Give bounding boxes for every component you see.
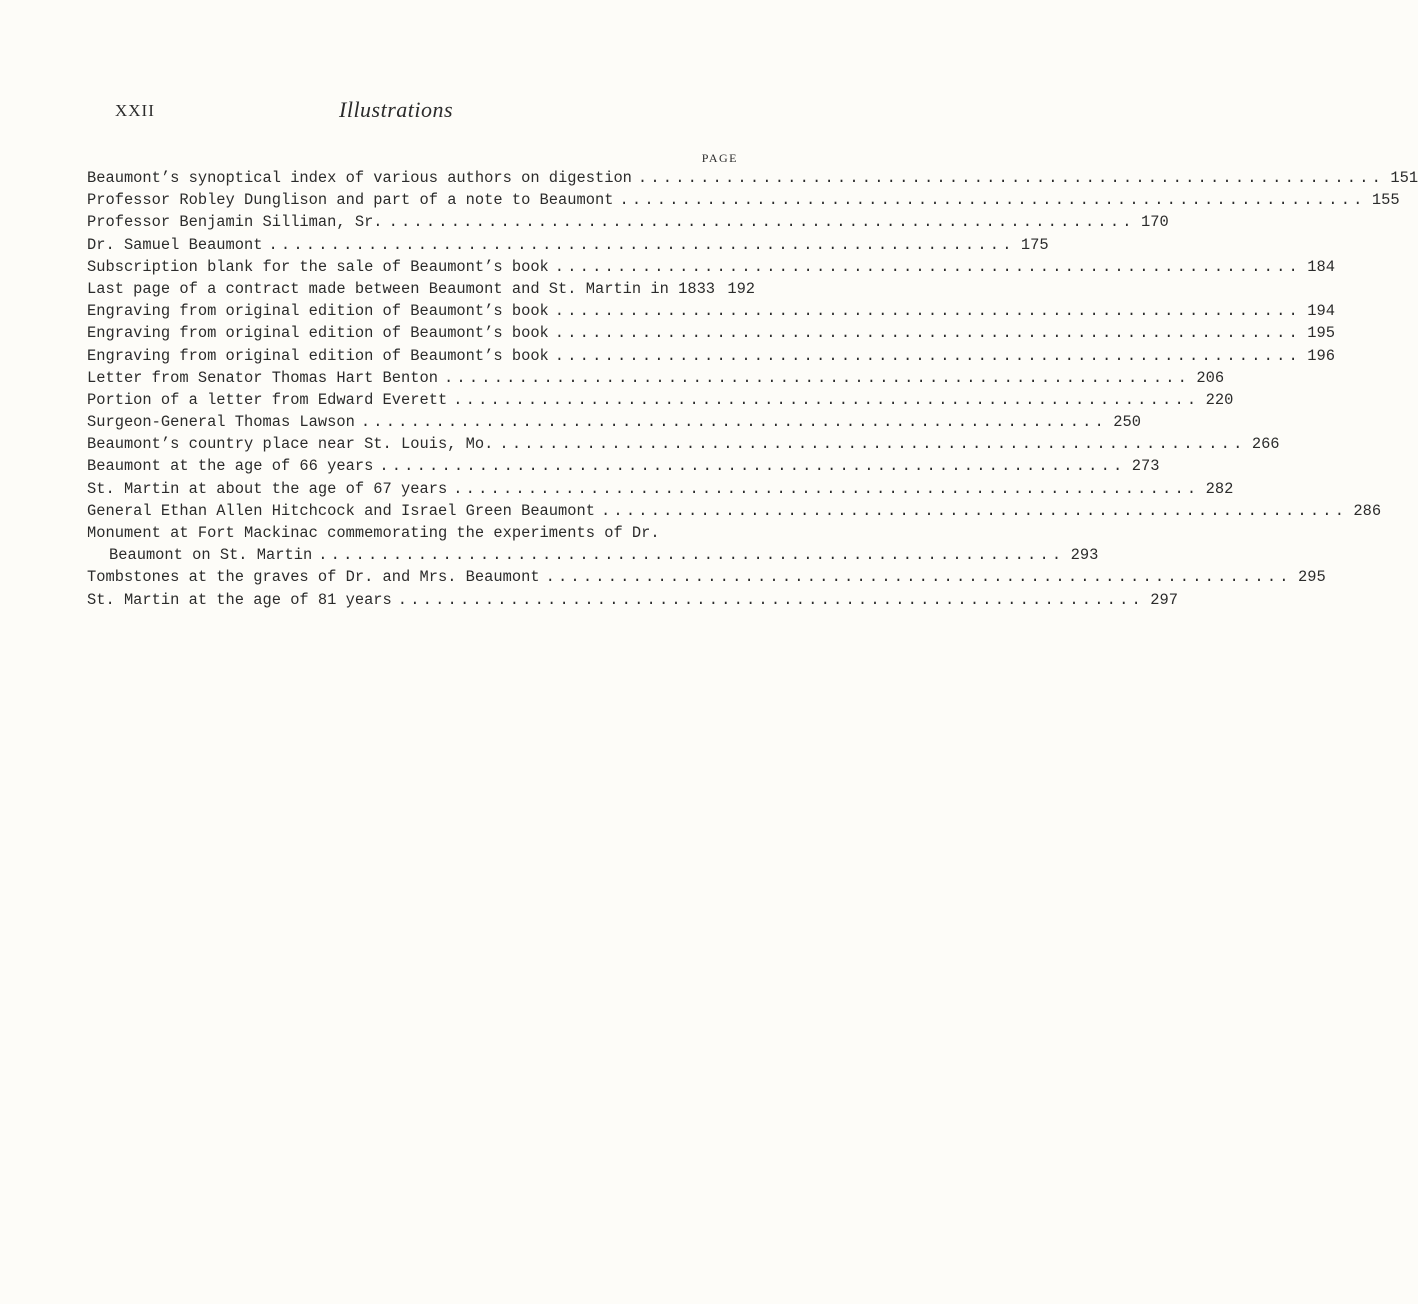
entry-title: Engraving from original edition of Beaumont’s book <box>87 302 549 321</box>
entry-title: Dr. Samuel Beaumont <box>87 235 263 254</box>
entry-page: 273 <box>1131 457 1160 476</box>
dot-leader: ............................................................ <box>318 546 1065 565</box>
list-item <box>87 211 1169 233</box>
entry-page: 170 <box>1141 213 1169 232</box>
entry-title: Surgeon-General Thomas Lawson <box>87 413 355 432</box>
dot-leader: ............................................................ <box>600 501 1348 520</box>
entry-title: Beaumont’s country place near St. Louis, Mo. <box>87 435 494 454</box>
entry-page: 184 <box>1307 257 1335 276</box>
entry-title: Beaumont’s synoptical index of various authors on digestion <box>87 169 632 187</box>
entry-page: 192 <box>727 279 756 298</box>
list-item <box>87 300 1335 322</box>
entry-page: 293 <box>1070 546 1099 565</box>
entry-page: 155 <box>1371 191 1400 210</box>
dot-leader: ............................................................ <box>554 302 1301 321</box>
list-item <box>87 367 1225 389</box>
entry-page: 297 <box>1150 590 1178 609</box>
illustrations-list <box>87 167 1418 611</box>
dot-leader: ............................................................ <box>379 457 1126 476</box>
entry-title: Engraving from original edition of Beaumont’s book <box>87 324 549 343</box>
list-item <box>87 589 1178 611</box>
list-item <box>87 345 1335 367</box>
dot-leader: ............................................................ <box>545 568 1292 587</box>
entry-page: 250 <box>1113 413 1141 432</box>
list-item <box>87 256 1335 278</box>
entry-title: Last page of a contract made between Beaumont and St. Martin in 1833 <box>87 279 716 298</box>
dot-leader: ............................................................ <box>499 435 1246 454</box>
entry-title: Letter from Senator Thomas Hart Benton <box>87 368 438 387</box>
entry-title: Subscription blank for the sale of Beaumont’s book <box>87 257 549 276</box>
list-item <box>87 389 1234 411</box>
entry-title: General Ethan Allen Hitchcock and Israel Green Beaumont <box>87 501 595 520</box>
list-item <box>87 278 756 300</box>
entry-page: 220 <box>1205 390 1234 409</box>
dot-leader: ............................................................ <box>554 346 1301 365</box>
entry-page: 194 <box>1307 302 1335 321</box>
dot-leader: ............................................................ <box>388 213 1135 232</box>
entry-title-line2-row <box>87 544 1099 566</box>
entry-page: 266 <box>1251 435 1280 454</box>
entry-page: 295 <box>1298 568 1326 587</box>
list-item <box>87 167 1418 189</box>
dot-leader: ............................................................ <box>268 235 1015 254</box>
running-head <box>115 97 685 125</box>
list-item <box>87 411 1141 433</box>
entry-title: Tombstones at the graves of Dr. and Mrs. Beaumont <box>87 568 540 587</box>
entry-title: St. Martin at about the age of 67 years <box>87 479 448 498</box>
list-item <box>87 500 1382 522</box>
entry-title: Portion of a letter from Edward Everett <box>87 390 448 409</box>
dot-leader: ............................................................ <box>360 413 1107 432</box>
entry-page: 175 <box>1020 235 1049 254</box>
list-item <box>87 433 1280 455</box>
dot-leader: ............................................................ <box>554 257 1301 276</box>
entry-page: 206 <box>1196 368 1225 387</box>
entry-page: 196 <box>1307 346 1335 365</box>
dot-leader: ............................................................ <box>397 590 1144 609</box>
list-item <box>87 322 1335 344</box>
list-item <box>87 234 1049 256</box>
list-item <box>87 566 1326 588</box>
dot-leader: ............................................................ <box>453 479 1200 498</box>
entry-page: 195 <box>1307 324 1335 343</box>
dot-leader: ............................................................ <box>637 169 1385 187</box>
entry-title: Professor Benjamin Silliman, Sr. <box>87 213 383 232</box>
section-title: Illustrations <box>339 97 454 122</box>
list-item <box>87 478 1234 500</box>
entry-page: 286 <box>1353 501 1382 520</box>
page-folio: XXII <box>115 101 155 120</box>
list-item <box>87 522 1099 566</box>
entry-title: Engraving from original edition of Beaumont’s book <box>87 346 549 365</box>
list-item <box>87 455 1160 477</box>
entry-title: St. Martin at the age of 81 years <box>87 590 392 609</box>
entry-title-line1: Monument at Fort Mackinac commemorating the experiments of Dr. <box>87 524 660 542</box>
dot-leader: ............................................................ <box>619 191 1366 210</box>
dot-leader: ............................................................ <box>453 390 1200 409</box>
entry-title: Beaumont at the age of 66 years <box>87 457 374 476</box>
entry-page: 282 <box>1205 479 1234 498</box>
dot-leader: ............................................................ <box>443 368 1191 387</box>
entry-title-line2: Beaumont on St. Martin <box>109 546 313 565</box>
list-item <box>87 189 1400 211</box>
page-column-label: PAGE <box>701 151 738 165</box>
entry-title: Professor Robley Dunglison and part of a note to Beaumont <box>87 191 614 210</box>
entry-page: 151 <box>1390 169 1418 187</box>
dot-leader: ............................................................ <box>554 324 1301 343</box>
